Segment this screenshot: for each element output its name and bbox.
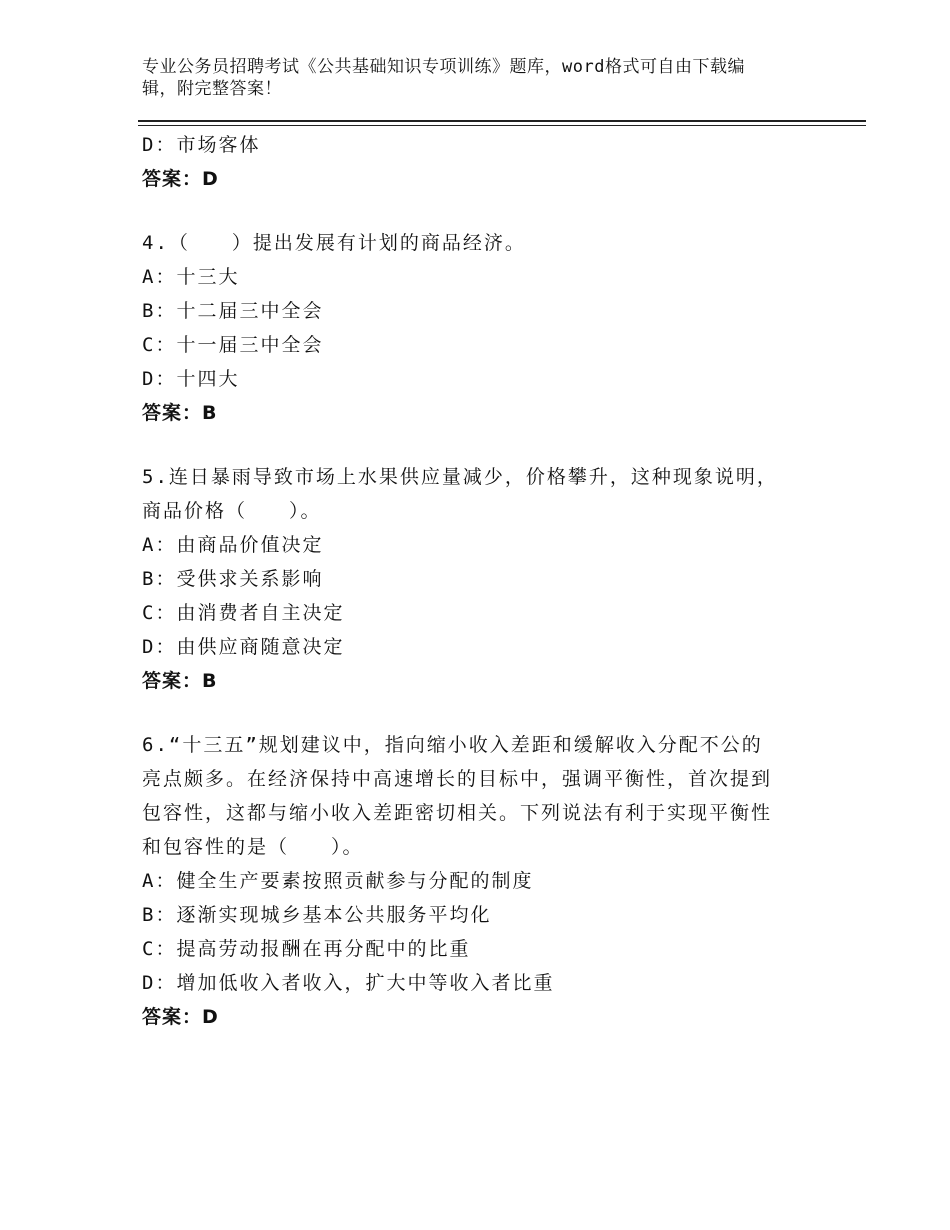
answer: 答案：D bbox=[142, 168, 219, 190]
option-d: D：十四大 bbox=[142, 368, 240, 390]
question-5 bbox=[142, 460, 832, 698]
question-stem: 亮点颇多。在经济保持中高速增长的目标中，强调平衡性，首次提到 bbox=[142, 768, 773, 790]
header-line-1: 专业公务员招聘考试《公共基础知识专项训练》题库，word格式可自由下载编 bbox=[142, 57, 745, 77]
question-6 bbox=[142, 728, 832, 1034]
option-b: B：十二届三中全会 bbox=[142, 300, 324, 322]
spacer bbox=[142, 196, 832, 226]
question-stem: 商品价格（ ）。 bbox=[142, 500, 322, 522]
option-d: D：增加低收入者收入，扩大中等收入者比重 bbox=[142, 972, 555, 994]
question-stem: 包容性，这都与缩小收入差距密切相关。下列说法有利于实现平衡性 bbox=[142, 802, 773, 824]
question-3-fragment bbox=[142, 128, 832, 196]
answer: 答案：B bbox=[142, 402, 218, 424]
spacer bbox=[142, 430, 832, 460]
option-a: A：由商品价值决定 bbox=[142, 534, 324, 556]
header-divider-thin bbox=[138, 125, 866, 126]
option-c: C：提高劳动报酬在再分配中的比重 bbox=[142, 938, 471, 960]
question-stem: 4.（ ）提出发展有计划的商品经济。 bbox=[142, 232, 526, 254]
question-stem: 和包容性的是（ ）。 bbox=[142, 836, 364, 858]
option-d: D：市场客体 bbox=[142, 134, 261, 156]
option-c: C：由消费者自主决定 bbox=[142, 602, 345, 624]
header-divider-thick bbox=[138, 120, 866, 122]
answer: 答案：B bbox=[142, 670, 218, 692]
option-b: B：逐渐实现城乡基本公共服务平均化 bbox=[142, 904, 492, 926]
question-stem: 6.“十三五”规划建议中，指向缩小收入差距和缓解收入分配不公的 bbox=[142, 734, 763, 756]
option-a: A：健全生产要素按照贡献参与分配的制度 bbox=[142, 870, 534, 892]
answer: 答案：D bbox=[142, 1006, 219, 1028]
option-a: A：十三大 bbox=[142, 266, 240, 288]
document-header bbox=[142, 56, 822, 100]
question-stem: 5.连日暴雨导致市场上水果供应量减少，价格攀升，这种现象说明， bbox=[142, 466, 778, 488]
question-list bbox=[142, 128, 832, 1034]
option-c: C：十一届三中全会 bbox=[142, 334, 324, 356]
spacer bbox=[142, 698, 832, 728]
option-b: B：受供求关系影响 bbox=[142, 568, 324, 590]
question-4 bbox=[142, 226, 832, 430]
header-line-2: 辑，附完整答案！ bbox=[142, 79, 282, 99]
option-d: D：由供应商随意决定 bbox=[142, 636, 345, 658]
